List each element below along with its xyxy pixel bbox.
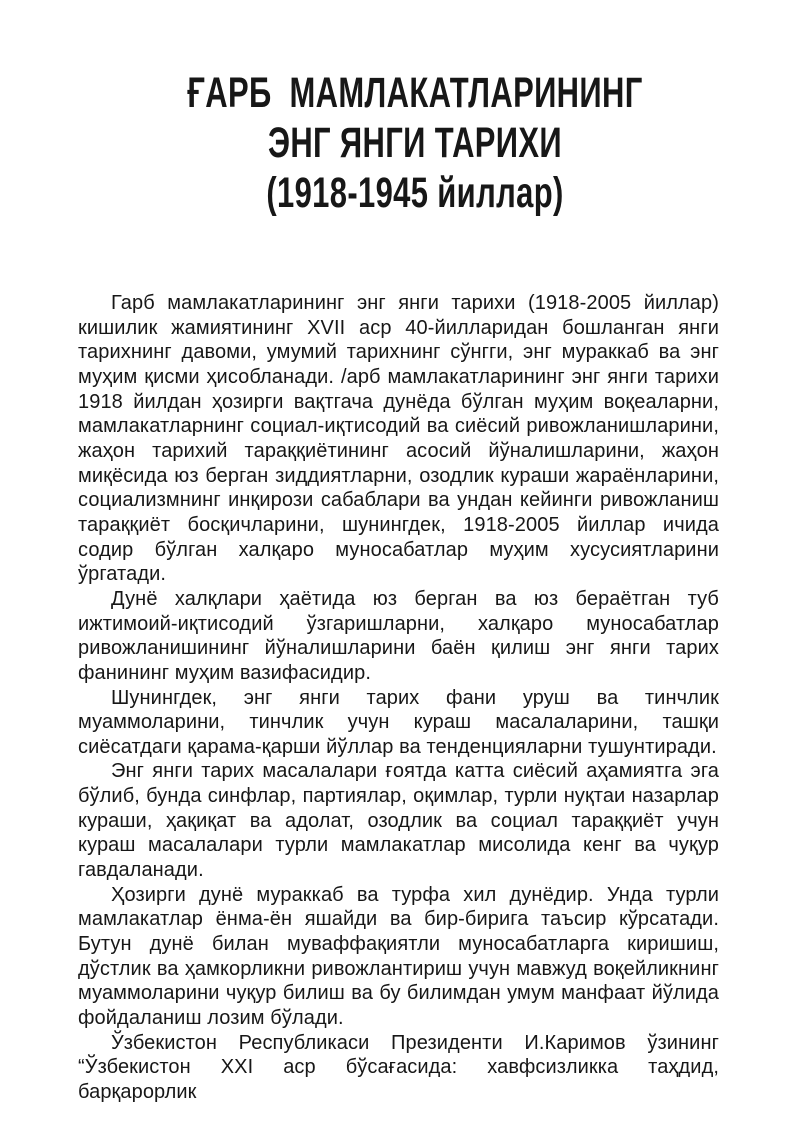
body-text [78,291,719,1105]
paragraph-1: Гарб мамлакатларининг энг янги тарихи (1918-2005 йиллар) кишилик жамиятининг XVII аср 40-йилларидан бошланган янги тарихнинг давоми, умумий тарихнинг сўнгги, энг мураккаб ва энг муҳим қисми ҳисобланади. /арб мамлакатларининг энг янги тарихи 1918 йилдан ҳозирги вақтгача дунёда бўлган муҳим воқеаларни, мамлакатларнинг социал-иқтисодий ва сиёсий ривожланишларини, жаҳон тарихий тараққиётининг асосий йўналишларини, жаҳон миқёсида юз берган зиддиятларни, озодлик кураши жараёнларини, социализмнинг инқирози сабаблари ва ундан кейинги ривожланиш тараққиёт босқичларини, шунингдек, 1918-2005 йиллар ичида содир бўлган халқаро муносабатлар муҳим хусусиятларини ўргатади. [78,292,719,586]
title-line-3: (1918-1945 йиллар) [266,169,564,217]
paragraph-4: Энг янги тарих масалалари ғоятда катта сиёсий аҳамиятга эга бўлиб, бунда синфлар, партиялар, оқимлар, турли нуқтаи назарлар кураши, ҳақиқат ва адолат, озодлик ва социал тараққиёт учун кураш масалалари турли мамлакатлар мисолида кенг ва чуқур гавдаланади. [78,760,719,882]
paragraph-3: Шунингдек, энг янги тарих фани уруш ва тинчлик муаммоларини, тинчлик учун кураш масалаларини, ташқи сиёсатдаги қарама-қарши йўллар ва тенденцияларни тушунтиради. [78,686,719,758]
paragraph-6: Ўзбекистон Республикаси Президенти И.Каримов ўзининг “Ўзбекистон XXI аср бўсағасида: хавфсизликка таҳдид, барқарорлик [78,1031,719,1103]
paragraph-2: Дунё халқлари ҳаётида юз берган ва юз бераётган туб ижтимоий-иқтисодий ўзгаришларни, халқаро муносабатлар ривожланишининг йўналишларини баён қилиш энг янги тарих фанининг муҳим вазифасидир. [78,587,719,684]
document-title [0,68,800,218]
title-line-1: ҒАРБ МАМЛАКАТЛАРИНИНГ [187,69,643,117]
title-line-2: ЭНГ ЯНГИ ТАРИХИ [267,119,563,167]
paragraph-5: Ҳозирги дунё мураккаб ва турфа хил дунёдир. Унда турли мамлакатлар ёнма-ён яшайди ва бир-бирига таъсир кўрсатади. Бутун дунё билан муваффақиятли муносабатларга киришиш, дўстлик ва ҳамкорликни ривожлантириш учун мавжуд воқейликнинг муаммоларини чуқур билиш ва бу билимдан умум манфаат йўлида фойдаланиш лозим бўлади. [78,883,719,1030]
